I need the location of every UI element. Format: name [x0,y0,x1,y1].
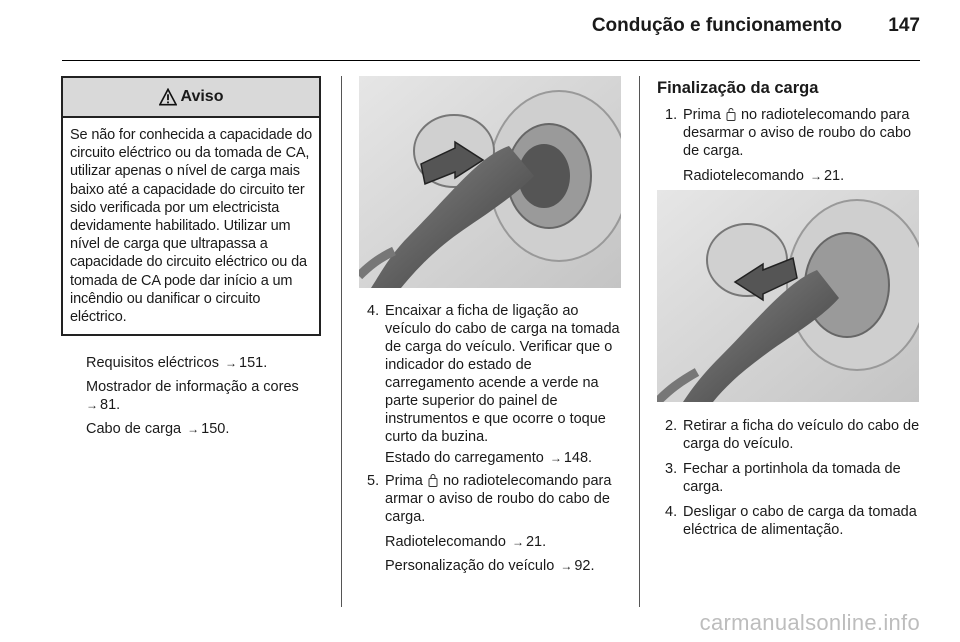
reference-line: Mostrador de informação a cores → 81. [86,379,299,413]
reference-line: Requisitos eléctricos → 151. [86,355,268,371]
charging-plug-remove-photo [657,190,919,402]
column-divider [639,76,640,607]
warning-title: Aviso [180,88,224,105]
page-number: 147 [888,15,920,36]
list-item-note: Radiotelecomando → 21. [385,534,547,550]
warning-text: Se não for conhecida a capacidade do circuito eléctrico ou da tomada de CA, utilizar apenas o nível de carga mais baixo até a capacidade do circuito ter sido verificada por um electricista devidamente habilitado. Utilizar um nível de carga que ultrapassa a capacidade do circuito eléctrico ou da tomada de CA pode dar início a um incêndio ou danificar o circuito eléctrico. [70,127,313,326]
page-title: Condução e funcionamento [591,15,842,36]
page-ref-arrow-icon: → [809,169,822,183]
list-item-note: Estado do carregamento → 148. [385,450,593,466]
page-ref-link[interactable]: 150. [201,421,230,437]
column-divider [341,76,342,607]
charging-plug-insert-photo [359,76,621,288]
page-ref-link[interactable]: 81. [100,397,121,413]
lock-key-icon [428,473,438,487]
warning-box [61,76,321,336]
page-ref-arrow-icon: → [549,451,562,465]
section-heading: Finalização da carga [657,79,819,97]
warning-header [63,78,319,118]
page-ref-arrow-icon: → [187,422,200,436]
list-item-note: Personalização do veículo → 92. [385,558,595,574]
page-ref-arrow-icon: → [86,398,98,412]
page-ref-link[interactable]: 21. [525,534,547,550]
page-ref-arrow-icon: → [511,535,524,549]
page-ref-link[interactable]: 151. [239,355,268,371]
list-item-note: Radiotelecomando → 21. [683,168,845,184]
page-ref-link[interactable]: 21. [823,168,845,184]
page-ref-link[interactable]: 148. [563,450,593,466]
left-references [86,354,338,438]
page-ref-arrow-icon: → [560,559,573,573]
page-ref-link[interactable]: 92. [574,558,595,574]
header-divider [62,60,920,61]
watermark: carmanualsonline.info [699,610,920,635]
page-ref-arrow-icon: → [225,356,238,370]
unlock-key-icon [726,107,736,121]
reference-line: Cabo de carga → 150. [86,421,230,437]
warning-triangle-icon [159,88,177,106]
